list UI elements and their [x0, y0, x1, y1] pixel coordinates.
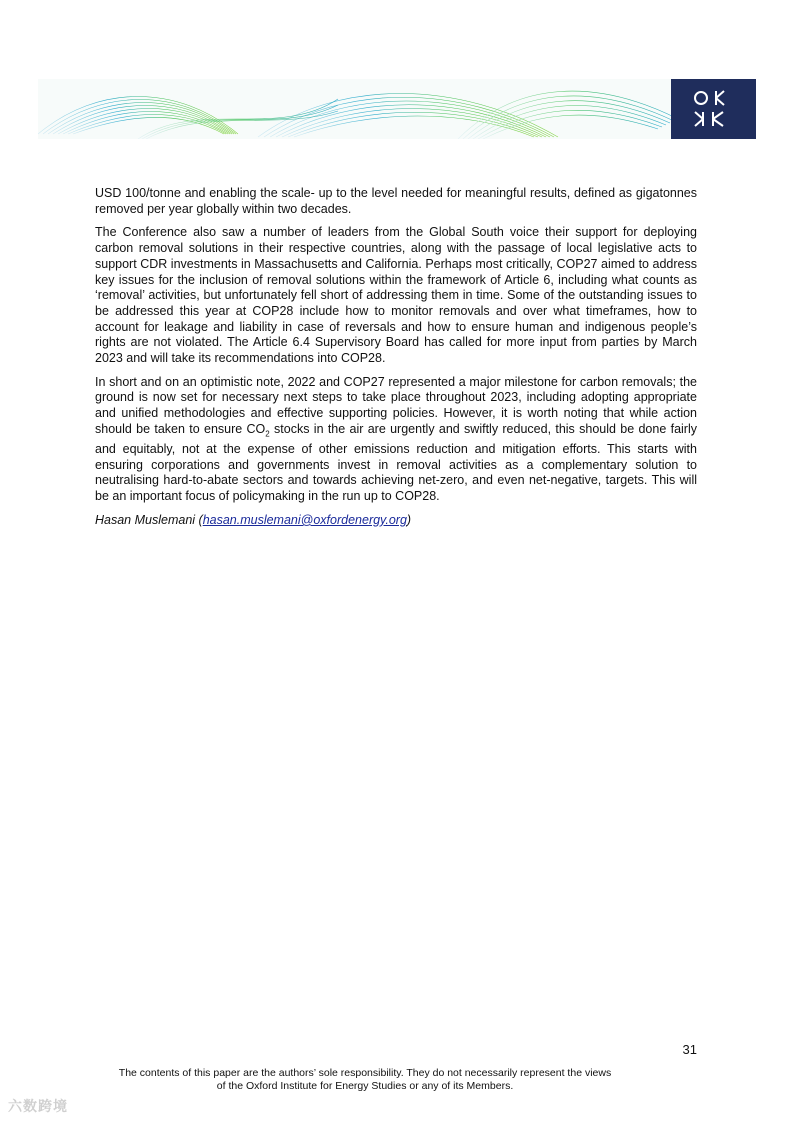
watermark: 六数跨境 — [8, 1098, 68, 1114]
author-open-paren: ( — [195, 512, 203, 527]
paragraph-2: The Conference also saw a number of leaders from the Global South voice their support for deploying carbon removal solutions in their respective countries, along with the passage of local legislative acts to support CDR investments in Massachusetts and California. Perhaps most critically, COP27 aimed to address key issues for the inclusion of removal solutions within the framework of Article 6, including what counts as ‘removal’ activities, but unfortunately fell short of addressing them in time. Some of the outstanding issues to be addressed this year at COP28 include how to monitor removals and over what timeframes, how to account for leakage and liability in case of reversals and how to ensure human and indigenous people’s rights are not violated. The Article 6.4 Supervisory Board has called for more input from parties by March 2023 and will take its recommendations into COP28. — [95, 225, 697, 366]
author-close-paren: ) — [406, 512, 412, 527]
co2-subscript: 2 — [265, 429, 270, 439]
author-email-link[interactable]: hasan.muslemani@oxfordenergy.org — [202, 512, 407, 527]
paragraph-3-part-2: stocks in the air are urgently and swiftly reduced, this should be done fairly and equitably, not at the expense of other emissions reduction and mitigation efforts. This starts with ensuring corporations and governments invest in removal activities as a complementary solution to neutralising hard-to-abate sectors and towards achieving net-zero, and even net-negative, targets. This will be an important focus of policymaking in the run up to COP28. — [95, 421, 697, 504]
oies-logo-icon — [671, 79, 756, 139]
paragraph-3 — [95, 375, 697, 505]
article-body — [95, 186, 697, 537]
footer-disclaimer — [100, 1067, 630, 1092]
footer-line-1: The contents of this paper are the authors’ sole responsibility. They do not necessarily represent the views — [118, 1067, 612, 1079]
author-line — [95, 513, 697, 529]
paragraph-1: USD 100/tonne and enabling the scale- up to the level needed for meaningful results, defined as gigatonnes removed per year globally within two decades. — [95, 186, 697, 216]
page-number: 31 — [682, 1042, 697, 1057]
header-banner — [38, 79, 756, 139]
footer-line-2: of the Oxford Institute for Energy Studies or any of its Members. — [216, 1079, 514, 1092]
paragraph-3-part-1: In short and on an optimistic note, 2022 and COP27 represented a major milestone for carbon removals; the ground is now set for necessary next steps to take place throughout 2023, including adopting appropriate and unified methodologies and effective supporting policies. However, it is worth noting that while action should be taken to ensure CO — [95, 374, 697, 436]
oies-logo — [671, 79, 756, 139]
wave-decoration — [38, 79, 756, 139]
author-name: Hasan Muslemani — [95, 512, 196, 527]
